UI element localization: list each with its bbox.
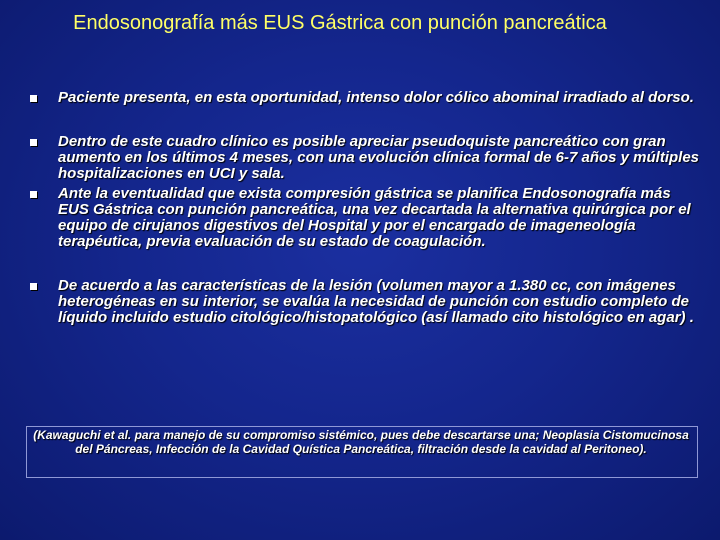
bullet-list xyxy=(30,90,700,326)
list-item xyxy=(30,90,700,106)
square-bullet-icon xyxy=(30,95,37,102)
square-bullet-icon xyxy=(30,283,37,290)
bullet-text: Ante la eventualidad que exista compresión gástrica se planifica Endosonografía más EUS Gástrica con punción pancreática, una vez decartada la alternativa quirúrgica por el equipo de cirujanos digestivos del Hospital y por el encargado de imageneología terapéutica, previa evaluación de su estado de coagulación. xyxy=(58,185,691,250)
bullet-text: Paciente presenta, en esta oportunidad, intenso dolor cólico abominal irradiado al dorso. xyxy=(58,89,694,106)
bullet-text: De acuerdo a las características de la lesión (volumen mayor a 1.380 cc, con imágenes heterogéneas en su interior, se evalúa la necesidad de punción con estudio completo de líquido incluido estudio citológico/histopatológico (así llamado cito histológico en agar) . xyxy=(58,277,694,326)
bullet-text: Dentro de este cuadro clínico es posible apreciar pseudoquiste pancreático con gran aumento en los últimos 4 meses, con una evolución clínica formal de 6-7 años y múltiples hospitalizaciones en UCI y sala. xyxy=(58,133,700,182)
slide-title: Endosonografía más EUS Gástrica con punción pancreática xyxy=(73,12,607,34)
list-item xyxy=(30,186,700,250)
square-bullet-icon xyxy=(30,139,37,146)
list-item xyxy=(30,278,700,326)
square-bullet-icon xyxy=(30,191,37,198)
reference-note: (Kawaguchi et al. para manejo de su compromiso sistémico, pues debe descartarse una; Neoplasia Cistomucinosa del Páncreas, Infección de la Cavidad Quística Pancreática, filtración desde la cavidad al Peritoneo). xyxy=(33,428,689,456)
list-item xyxy=(30,134,700,182)
